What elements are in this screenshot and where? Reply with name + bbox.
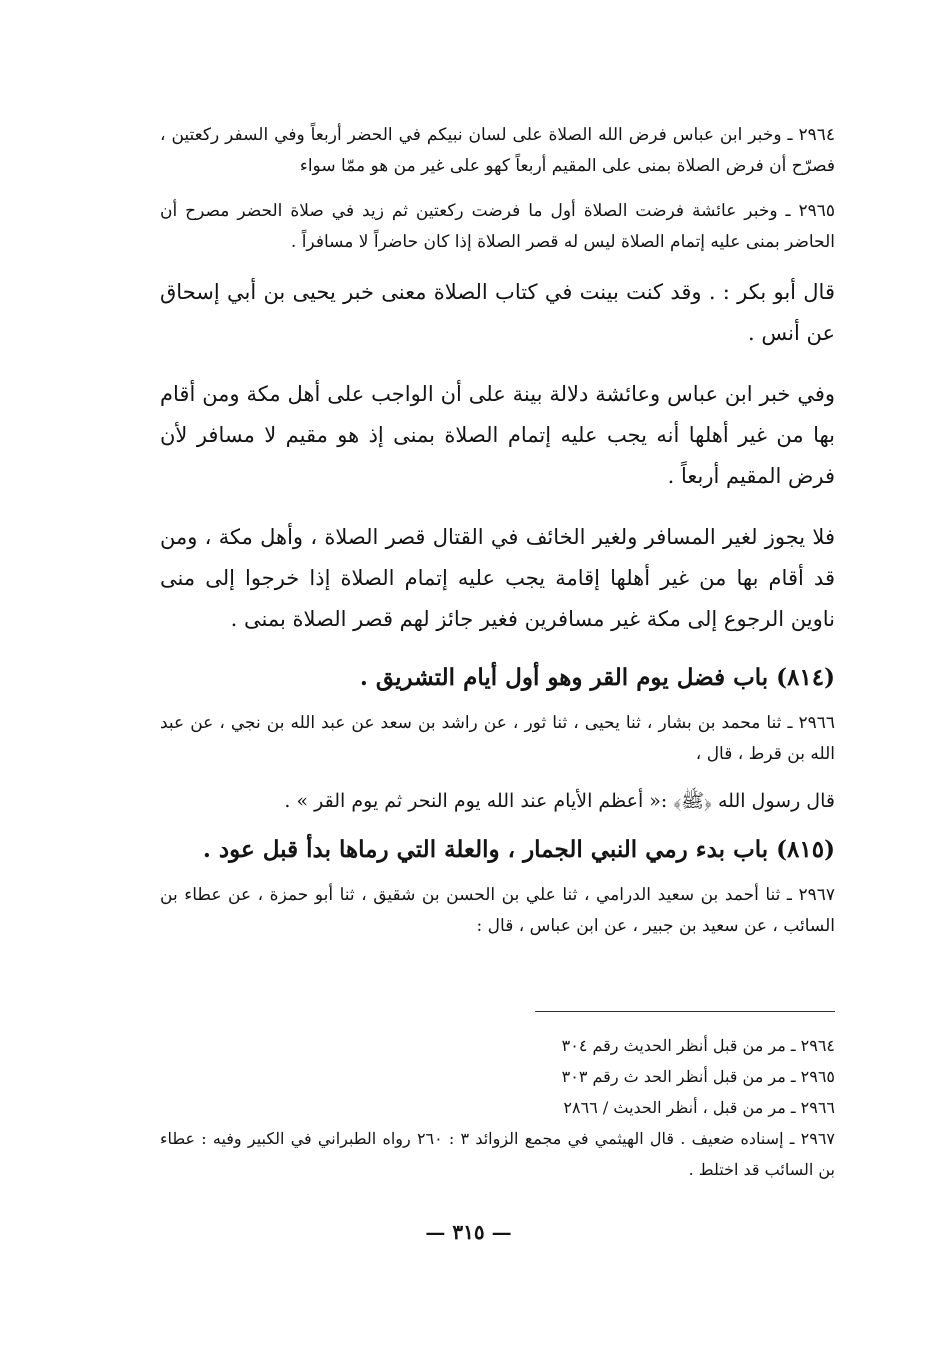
hadith-2965: ٢٩٦٥ ـ وخبر عائشة فرضت الصلاة أول ما فرضت ركعتين ثم زيد في صلاة الحضر مصرح أن الحاضر بمنى عليه إتمام الصلاة ليس له قصر الصلاة إذا كان حاضراً لا مسافراً .: [160, 201, 835, 252]
paragraph-fala-yajuz: فلا يجوز لغير المسافر ولغير الخائف في القتال قصر الصلاة ، وأهل مكة ، ومن قد أقام بها من غير أهلها إقامة يجب عليه إتمام الصلاة إذا خرجوا إلى منى ناوين الرجوع إلى مكة غير مسافرين فغير جائز لهم قصر الصلاة بمنى .: [160, 525, 835, 631]
footnote-2966: ٢٩٦٦ ـ مر من قبل ، أنظر الحديث / ٢٨٦٦: [563, 1098, 835, 1117]
paragraph-abu-bakr: قال أبو بكر : . وقد كنت بينت في كتاب الصلاة معنى خبر يحيى بن أبي إسحاق عن أنس .: [160, 280, 835, 345]
footnote-2965: ٢٩٦٥ ـ مر من قبل أنظر الحد ث رقم ٣٠٣: [561, 1067, 835, 1086]
chapter-814-heading: (٨١٤) باب فضل يوم القر وهو أول أيام التشريق .: [359, 664, 835, 691]
main-text: [160, 120, 835, 956]
footnotes: [160, 1030, 835, 1185]
footnote-2967: ٢٩٦٧ ـ إسناده ضعيف . قال الهيثمي في مجمع الزوائد ٣ : ٢٦٠ رواه الطبراني في الكبير وفيه : عطاء بن السائب قد اختلط .: [160, 1129, 836, 1179]
hadith-2967: ٢٩٦٧ ـ ثنا أحمد بن سعيد الدرامي ، ثنا علي بن الحسن بن شقيق ، ثنا أبو حمزة ، عن عطاء بن السائب ، عن سعيد بن جبير ، عن ابن عباس ، قال :: [160, 885, 835, 936]
hadith-2966: ٢٩٦٦ ـ ثنا محمد بن بشار ، ثنا يحيى ، ثنا ثور ، عن راشد بن سعد عن عبد الله بن نجي ، عن عبد الله بن قرط ، قال ،: [160, 713, 835, 764]
footnote-separator: [535, 1011, 835, 1012]
hadith-2966-quote: قال رسول الله ﴿ﷺ﴾ :« أعظم الأيام عند الله يوم النحر ثم يوم القر » .: [284, 790, 835, 812]
page-number: — ٣١٥ —: [425, 1220, 512, 1244]
chapter-815-heading: (٨١٥) باب بدء رمي النبي الجمار ، والعلة التي رماها بدأ قبل عود .: [202, 836, 835, 863]
paragraph-ibn-abbas: وفي خبر ابن عباس وعائشة دلالة بينة على أن الواجب على أهل مكة ومن أقام بها من غير أهلها أنه يجب عليه إتمام الصلاة بمنى إذ هو مقيم لا مسافر لأن فرض المقيم أربعاً .: [160, 382, 835, 488]
footnote-2964: ٢٩٦٤ ـ مر من قبل أنظر الحديث رقم ٣٠٤: [561, 1036, 835, 1055]
hadith-2964: ٢٩٦٤ ـ وخبر ابن عباس فرض الله الصلاة على لسان نبيكم في الحضر أربعاً وفي السفر ركعتين ، فصرّح أن فرض الصلاة بمنى على المقيم أربعاً كهو على غير من هو ممّا سواء: [160, 125, 835, 176]
